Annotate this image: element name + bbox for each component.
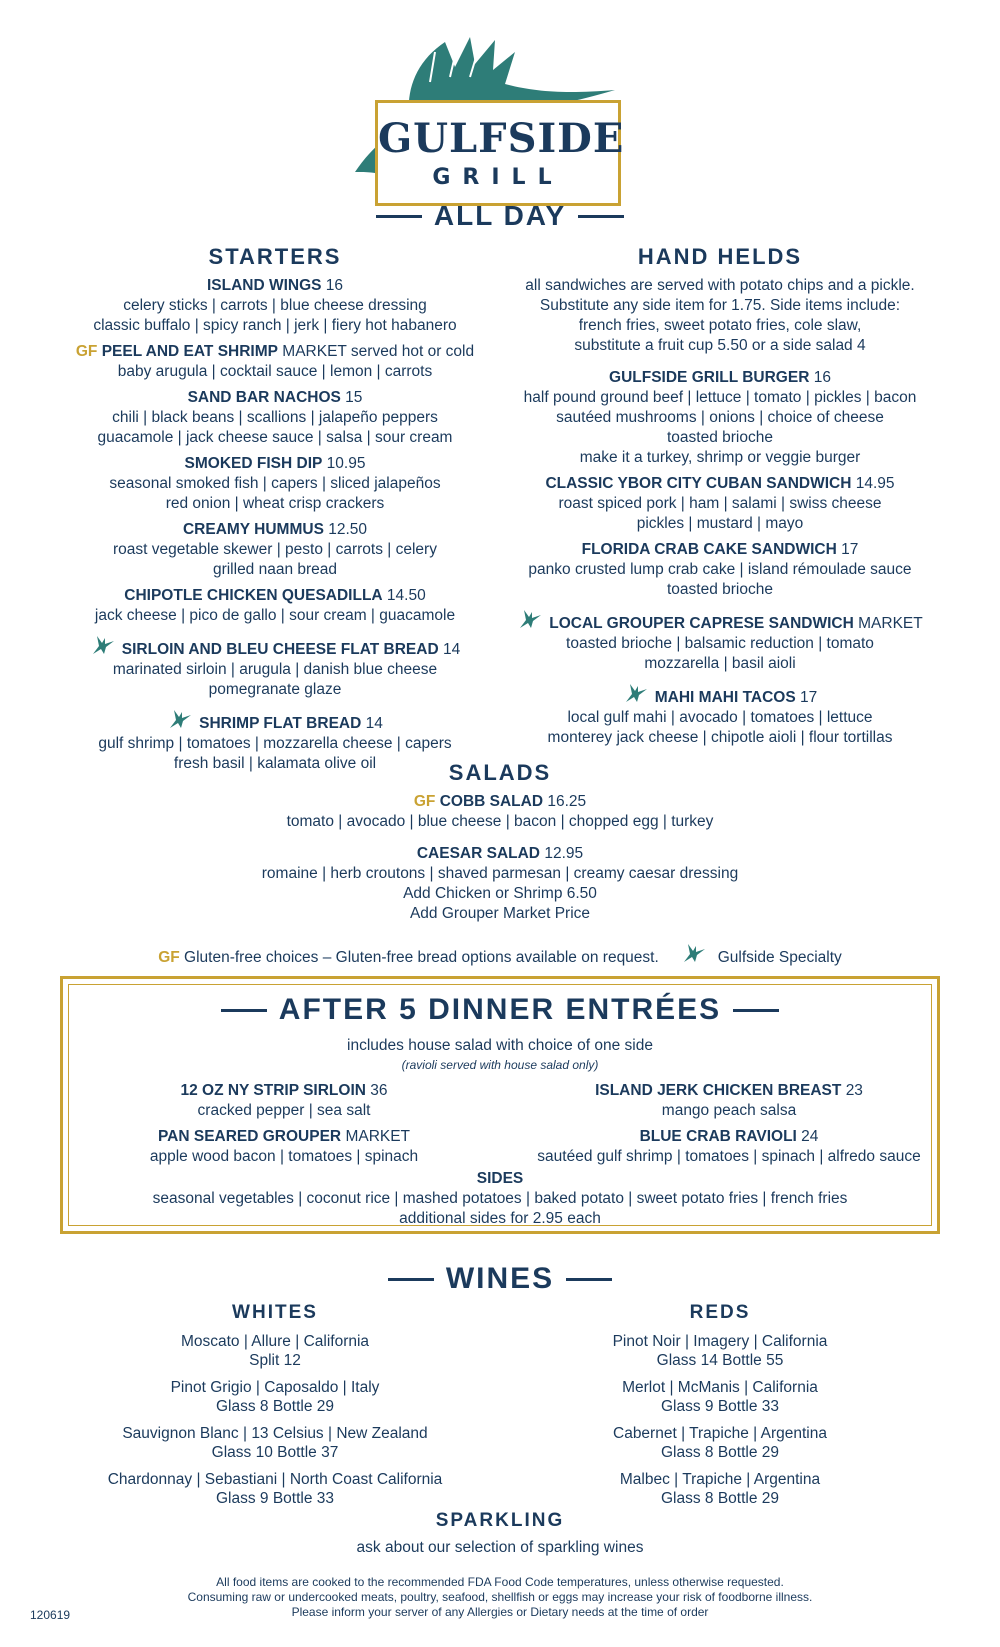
item-description: romaine | herb croutons | shaved parmesan | creamy caesar dressing (261, 865, 739, 882)
all-day-title: ALL DAY (433, 200, 567, 231)
gf-marker: GF (75, 343, 98, 360)
dinner-subtitle: includes house salad with choice of one side (347, 1037, 653, 1054)
sides-title: SIDES (476, 1170, 524, 1187)
item-price: 16.25 (547, 793, 587, 810)
menu-item (60, 632, 490, 700)
item-description: seasonal smoked fish | capers | sliced jalapeños (109, 475, 441, 492)
gf-marker: GF (413, 793, 436, 810)
whites-section (60, 1302, 490, 1516)
item-heading (519, 1127, 939, 1147)
item-description: cracked pepper | sea salt (197, 1102, 371, 1119)
item-description: fresh basil | kalamata olive oil (173, 755, 377, 772)
dinner-right-column (519, 1081, 939, 1173)
wine-item (505, 1332, 935, 1370)
footer-line: All food items are cooked to the recommended FDA Food Code temperatures, unless otherwise requested. (216, 1575, 784, 1589)
item-name: SMOKED FISH DIP (184, 455, 323, 472)
item-description: local gulf mahi | avocado | tomatoes | lettuce (567, 709, 873, 726)
logo-name-top: GULFSIDE (378, 115, 625, 162)
item-heading (60, 388, 490, 408)
item-name: 12 OZ NY STRIP SIRLOIN (180, 1082, 366, 1099)
divider (376, 215, 422, 218)
item-heading (505, 368, 935, 388)
dinner-title: AFTER 5 DINNER ENTRÉES (278, 993, 722, 1026)
item-heading (505, 540, 935, 560)
item-heading (505, 680, 935, 708)
dinner-inner-frame (68, 984, 932, 1226)
item-price: 16 (813, 369, 831, 386)
item-name: SHRIMP FLAT BREAD (199, 715, 362, 732)
item-description: red onion | wheat crisp crackers (165, 495, 385, 512)
wine-price: Glass 8 Bottle 29 (660, 1444, 780, 1461)
marlin-icon (623, 680, 649, 706)
item-price: 17 (800, 689, 818, 706)
item-price: 12.95 (544, 845, 584, 862)
wine-name: Sauvignon Blanc | 13 Celsius | New Zealand (122, 1425, 428, 1442)
item-heading (60, 454, 490, 474)
item-description: sautéed gulf shrimp | tomatoes | spinach | alfredo sauce (537, 1148, 921, 1165)
item-price: 16 (325, 277, 344, 294)
menu-item (60, 520, 490, 580)
restaurant-logo (335, 22, 635, 207)
intro-line: french fries, sweet potato fries, cole slaw, (578, 317, 862, 334)
handhelds-intro (505, 276, 935, 356)
item-name: CAESAR SALAD (416, 845, 541, 862)
item-heading (0, 792, 1000, 812)
item-description: mozzarella | basil aioli (644, 655, 796, 672)
item-name: CHIPOTLE CHICKEN QUESADILLA (124, 587, 383, 604)
item-name: PAN SEARED GROUPER (157, 1128, 342, 1145)
menu-item (505, 474, 935, 534)
item-price: 14 (442, 641, 461, 658)
footer-line: Consuming raw or undercooked meats, poultry, seafood, shellfish or eggs may increase your risk of foodborne illness. (187, 1590, 813, 1604)
intro-line: substitute a fruit cup 5.50 or a side salad 4 (574, 337, 866, 354)
item-description: toasted brioche (667, 429, 773, 446)
item-name: MAHI MAHI TACOS (654, 689, 796, 706)
item-description: baby arugula | cocktail sauce | lemon | carrots (117, 363, 433, 380)
menu-item (519, 1127, 939, 1167)
item-description: grilled naan bread (212, 561, 338, 578)
item-heading (505, 606, 935, 634)
item-heading (519, 1081, 939, 1101)
item-description: sautéed mushrooms | onions | choice of cheese (556, 409, 884, 426)
menu-item (60, 454, 490, 514)
wine-name: Malbec | Trapiche | Argentina (619, 1471, 821, 1488)
footer-line: Please inform your server of any Allergies or Dietary needs at the time of order (291, 1605, 709, 1619)
sides-block (69, 1169, 931, 1229)
item-description: chili | black beans | scallions | jalapeño peppers (112, 409, 438, 426)
wine-item (505, 1378, 935, 1416)
wine-item (60, 1332, 490, 1370)
divider (733, 1009, 779, 1012)
item-price: 24 (801, 1128, 819, 1145)
wine-item (60, 1378, 490, 1416)
wine-name: Chardonnay | Sebastiani | North Coast California (107, 1471, 443, 1488)
wine-item (505, 1470, 935, 1508)
item-description: classic buffalo | spicy ranch | jerk | fiery hot habanero (93, 317, 457, 334)
wine-price: Glass 14 Bottle 55 (656, 1352, 784, 1369)
item-heading (60, 706, 490, 734)
item-heading (60, 586, 490, 606)
whites-title: WHITES (232, 1302, 318, 1323)
intro-line: all sandwiches are served with potato chips and a pickle. (525, 277, 915, 294)
menu-item (74, 1127, 494, 1167)
sparkling-text: ask about our selection of sparkling wines (356, 1539, 644, 1556)
footer-disclaimer (0, 1575, 1000, 1620)
wines-title: WINES (445, 1262, 555, 1295)
item-description: Add Grouper Market Price (409, 905, 591, 922)
item-description: guacamole | jack cheese sauce | salsa | sour cream (97, 429, 453, 446)
marlin-icon (517, 606, 543, 632)
item-name: FLORIDA CRAB CAKE SANDWICH (581, 541, 837, 558)
dinner-note: (ravioli served with house salad only) (401, 1058, 599, 1072)
menu-item (505, 606, 935, 674)
starters-section (60, 244, 490, 780)
menu-item (505, 540, 935, 600)
sides-line: seasonal vegetables | coconut rice | mashed potatoes | baked potato | sweet potato fries | french fries (152, 1190, 848, 1207)
wine-name: Pinot Grigio | Caposaldo | Italy (170, 1379, 380, 1396)
wine-price: Glass 9 Bottle 33 (215, 1490, 335, 1507)
wine-price: Glass 10 Bottle 37 (211, 1444, 339, 1461)
wine-name: Moscato | Allure | California (180, 1333, 370, 1350)
wine-name: Merlot | McManis | California (622, 1379, 818, 1396)
handhelds-title: HAND HELDS (637, 244, 803, 269)
item-description: roast vegetable skewer | pesto | carrots | celery (113, 541, 437, 558)
gf-legend-text: Gluten-free choices – Gluten-free bread options available on request. (184, 949, 659, 966)
marlin-icon (681, 940, 707, 966)
item-price: 36 (370, 1082, 388, 1099)
sides-line: additional sides for 2.95 each (399, 1210, 601, 1227)
marlin-icon (167, 706, 193, 732)
reds-title: REDS (689, 1302, 751, 1323)
wines-heading (0, 1262, 1000, 1296)
item-heading (60, 342, 490, 362)
item-description: pickles | mustard | mayo (636, 515, 804, 532)
item-heading (60, 632, 490, 660)
marlin-icon (90, 632, 116, 658)
item-name: GULFSIDE GRILL BURGER (609, 369, 810, 386)
wine-price: Glass 8 Bottle 29 (660, 1490, 780, 1507)
whites-list (60, 1332, 490, 1508)
menu-code: 120619 (30, 1608, 71, 1622)
starters-list (60, 276, 490, 774)
item-description: pomegranate glaze (208, 681, 342, 698)
salads-section (0, 760, 1000, 936)
wine-price: Split 12 (249, 1352, 301, 1369)
sparkling-title: SPARKLING (435, 1510, 565, 1531)
item-price: MARKET (858, 615, 923, 632)
item-description: gulf shrimp | tomatoes | mozzarella cheese | capers (98, 735, 452, 752)
item-heading (74, 1127, 494, 1147)
item-description: tomato | avocado | blue cheese | bacon | chopped egg | turkey (286, 813, 714, 830)
menu-item (60, 342, 490, 382)
item-price: 14 (365, 715, 383, 732)
wine-name: Cabernet | Trapiche | Argentina (613, 1425, 827, 1442)
divider (221, 1009, 267, 1012)
wine-item (60, 1424, 490, 1462)
item-description: celery sticks | carrots | blue cheese dressing (123, 297, 427, 314)
menu-item (74, 1081, 494, 1121)
divider (388, 1278, 434, 1281)
item-description: monterey jack cheese | chipotle aioli | flour tortillas (547, 729, 893, 746)
item-heading (505, 474, 935, 494)
item-description: make it a turkey, shrimp or veggie burger (579, 449, 861, 466)
divider (578, 215, 624, 218)
item-price: 10.95 (326, 455, 366, 472)
sparkling-section (0, 1510, 1000, 1565)
item-name: BLUE CRAB RAVIOLI (639, 1128, 797, 1145)
dinner-entrees-box (60, 976, 940, 1234)
item-name: SAND BAR NACHOS (187, 389, 341, 406)
wine-name: Pinot Noir | Imagery | California (612, 1333, 828, 1350)
item-name: LOCAL GROUPER CAPRESE SANDWICH (549, 615, 854, 632)
item-price: 15 (345, 389, 363, 406)
item-description: jack cheese | pico de gallo | sour cream | guacamole (94, 607, 456, 624)
handhelds-section (505, 244, 935, 754)
item-description: marinated sirloin | arugula | danish blue cheese (112, 661, 438, 678)
wine-price: Glass 8 Bottle 29 (215, 1398, 335, 1415)
menu-item (0, 792, 1000, 832)
wine-item (505, 1424, 935, 1462)
gf-marker: GF (158, 949, 180, 966)
item-price: MARKET (345, 1128, 411, 1145)
item-price: 12.50 (328, 521, 368, 538)
menu-item (60, 388, 490, 448)
item-description: Add Chicken or Shrimp 6.50 (403, 885, 597, 902)
reds-list (505, 1332, 935, 1508)
item-heading (60, 520, 490, 540)
legend (0, 940, 1000, 967)
item-description: roast spiced pork | ham | salami | swiss cheese (558, 495, 882, 512)
item-description: toasted brioche | balsamic reduction | tomato (566, 635, 874, 652)
intro-line: Substitute any side item for 1.75. Side items include: (539, 297, 901, 314)
menu-item (0, 844, 1000, 924)
item-heading (60, 276, 490, 296)
item-name: CLASSIC YBOR CITY CUBAN SANDWICH (545, 475, 852, 492)
divider (566, 1278, 612, 1281)
item-description: half pound ground beef | lettuce | tomato | pickles | bacon (523, 389, 917, 406)
item-name: ISLAND WINGS (206, 277, 322, 294)
specialty-legend-text: Gulfside Specialty (717, 949, 842, 966)
menu-item (505, 680, 935, 748)
item-heading (0, 844, 1000, 864)
salads-title: SALADS (448, 760, 552, 785)
item-price: MARKET served hot or cold (282, 343, 475, 360)
item-price: 17 (841, 541, 859, 558)
all-day-heading (0, 200, 1000, 232)
dinner-left-column (74, 1081, 494, 1173)
item-name: CREAMY HUMMUS (182, 521, 324, 538)
item-description: panko crusted lump crab cake | island rémoulade sauce (528, 561, 912, 578)
reds-section (505, 1302, 935, 1516)
salads-list (0, 792, 1000, 924)
item-description: toasted brioche (667, 581, 773, 598)
item-name: ISLAND JERK CHICKEN BREAST (595, 1082, 842, 1099)
item-name: PEEL AND EAT SHRIMP (101, 343, 278, 360)
wine-price: Glass 9 Bottle 33 (660, 1398, 780, 1415)
handhelds-list (505, 368, 935, 748)
item-description: mango peach salsa (661, 1102, 797, 1119)
item-price: 14.50 (386, 587, 426, 604)
item-name: COBB SALAD (439, 793, 544, 810)
logo-name-bottom: GRILL (432, 165, 564, 190)
item-name: SIRLOIN AND BLEU CHEESE FLAT BREAD (121, 641, 439, 658)
item-heading (74, 1081, 494, 1101)
item-price: 23 (845, 1082, 863, 1099)
item-description: apple wood bacon | tomatoes | spinach (149, 1148, 419, 1165)
logo-frame (375, 100, 625, 206)
menu-item (505, 368, 935, 468)
item-price: 14.95 (855, 475, 895, 492)
menu-item (60, 276, 490, 336)
starters-title: STARTERS (208, 244, 342, 269)
menu-item (519, 1081, 939, 1121)
dinner-heading (69, 993, 931, 1027)
menu-item (60, 586, 490, 626)
wine-item (60, 1470, 490, 1508)
